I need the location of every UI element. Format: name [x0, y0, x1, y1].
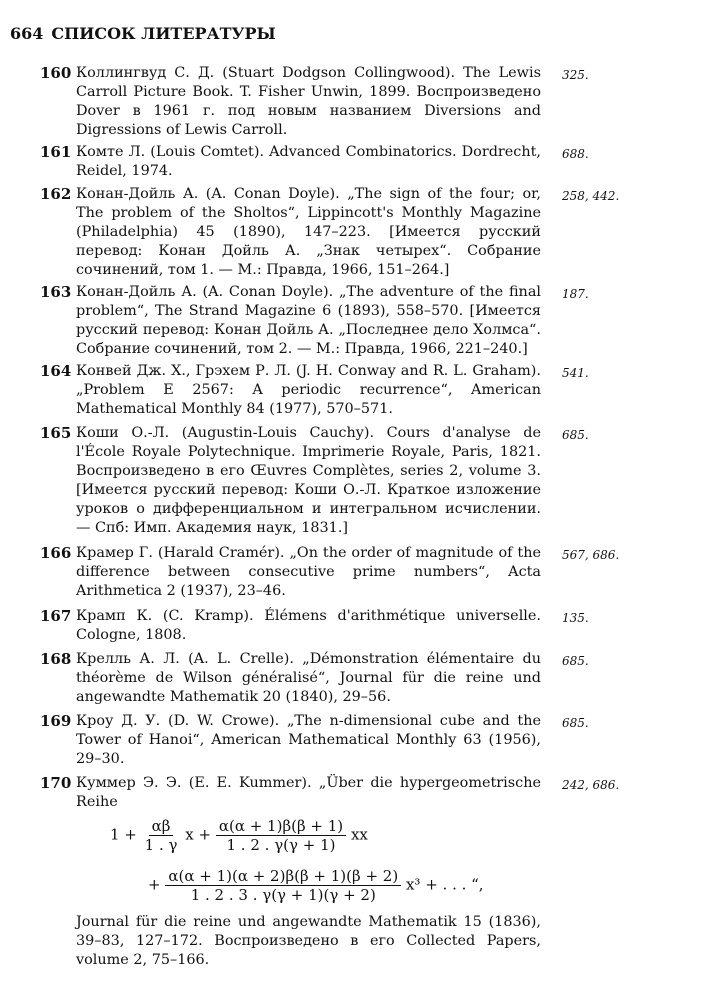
- ref-text: Коши О.-Л. (Augustin-Louis Cauchy). Cours d'analyse de l'École Royale Polytechnique. Imprimerie Royale, Paris, 1821. Воспроизведено в его Œuvres Complètes, series 2, volume 3. [Имеется русский перевод: Коши О.-Л. Краткое изложение уроков о дифференциальном и интегральном исчислении. — Спб: Имп. Академия наук, 1831.]: [76, 425, 541, 536]
- ref-text: Коллингвуд С. Д. (Stuart Dodgson Collingwood). The Lewis Carroll Picture Book. T. Fisher Unwin, 1899. Воспроизведено Dover в 1961 г. под новым названием Diversions and Digressions of Lewis Carroll.: [76, 65, 541, 138]
- ref-text: Куммер Э. Э. (E. E. Kummer). „Über die hypergeometrische Reihe: [76, 775, 541, 810]
- fraction: [216, 817, 346, 854]
- formula-term: x +: [185, 825, 212, 844]
- ref-text: Конан-Дойль А. (A. Conan Doyle). „The adventure of the final problem“, The Strand Magazine 6 (1893), 558–570. [Имеется русский перевод: Конан Дойль А. „Последнее дело Холмса“. Собрание сочинений, том 2. — М.: Правда, 1966, 221–240.]: [76, 284, 541, 357]
- fraction: [165, 867, 401, 904]
- formula-term: xx: [350, 825, 368, 844]
- running-header: [10, 24, 284, 43]
- denominator: 1 . 2 . 3 . γ(γ + 1)(γ + 2): [190, 886, 376, 904]
- ref-pages: 541.: [562, 366, 589, 380]
- ref-number: 167: [40, 607, 72, 625]
- formula-term: +: [148, 875, 161, 894]
- ref-text: Крамер Г. (Harald Cramér). „On the order of magnitude of the difference between consecutive prime numbers“, Acta Arithmetica 2 (1937), 23–46.: [76, 545, 541, 599]
- ref-number: 160: [40, 64, 72, 82]
- ref-number: 166: [40, 544, 72, 562]
- denominator: 1 . γ: [144, 836, 178, 854]
- ref-pages: 685.: [562, 654, 589, 668]
- ref-pages: 325.: [562, 68, 589, 82]
- ref-text: Комте Л. (Louis Comtet). Advanced Combinatorics. Dordrecht, Reidel, 1974.: [76, 144, 541, 179]
- page-number: 664: [10, 24, 44, 43]
- ref-number: 164: [40, 362, 72, 380]
- fraction: [142, 817, 181, 854]
- ref-number: 161: [40, 143, 72, 161]
- ref-text: Конан-Дойль А. (A. Conan Doyle). „The sign of the four; or, The problem of the Sholtos“, Lippincott's Monthly Magazine (Philadelphia) 45 (1890), 147–223. [Имеется русский перевод: Конан Дойль А. „Знак четырех“. Собрание сочинений, том 1. — М.: Правда, 1966, 151–264.]: [76, 186, 541, 278]
- ref-number: 168: [40, 650, 72, 668]
- hypergeometric-formula: [110, 817, 610, 917]
- ref-text: Кроу Д. У. (D. W. Crowe). „The n-dimensional cube and the Tower of Hanoi“, American Mathematical Monthly 63 (1956), 29–30.: [76, 713, 541, 767]
- formula-term: x³ + . . . “,: [405, 875, 484, 894]
- formula-term: 1 +: [110, 825, 137, 844]
- denominator: 1 . 2 . γ(γ + 1): [226, 836, 336, 854]
- ref-pages: 258, 442.: [562, 189, 620, 203]
- ref-number: 169: [40, 712, 72, 730]
- ref-pages: 685.: [562, 716, 589, 730]
- numerator: α(α + 1)β(β + 1): [216, 817, 346, 836]
- ref-text: Крамп К. (C. Kramp). Élémens d'arithmétique universelle. Cologne, 1808.: [76, 608, 541, 643]
- numerator: αβ: [149, 817, 174, 836]
- ref-number: 170: [40, 774, 72, 792]
- numerator: α(α + 1)(α + 2)β(β + 1)(β + 2): [165, 867, 401, 886]
- ref-pages: 685.: [562, 428, 589, 442]
- ref-continuation: Journal für die reine und angewandte Mathematik 15 (1836), 39–83, 127–172. Воспроизведено в его Collected Papers, volume 2, 75–166.: [76, 914, 541, 968]
- ref-pages: 187.: [562, 287, 589, 301]
- ref-text: Конвей Дж. Х., Грэхем Р. Л. (J. H. Conway and R. L. Graham). „Problem E 2567: A periodic recurrence“, American Mathematical Monthly 84 (1977), 570–571.: [76, 363, 541, 417]
- chapter-title: СПИСОК ЛИТЕРАТУРЫ: [51, 24, 276, 43]
- ref-number: 165: [40, 424, 72, 442]
- ref-pages: 567, 686.: [562, 548, 620, 562]
- ref-pages: 688.: [562, 147, 589, 161]
- ref-pages: 135.: [562, 611, 589, 625]
- ref-text: Крелль А. Л. (A. L. Crelle). „Démonstration élémentaire du théorème de Wilson généralisé“, Journal für die reine und angewandte Mathematik 20 (1840), 29–56.: [76, 651, 541, 705]
- ref-pages: 242, 686.: [562, 778, 620, 792]
- ref-number: 163: [40, 283, 72, 301]
- ref-number: 162: [40, 185, 72, 203]
